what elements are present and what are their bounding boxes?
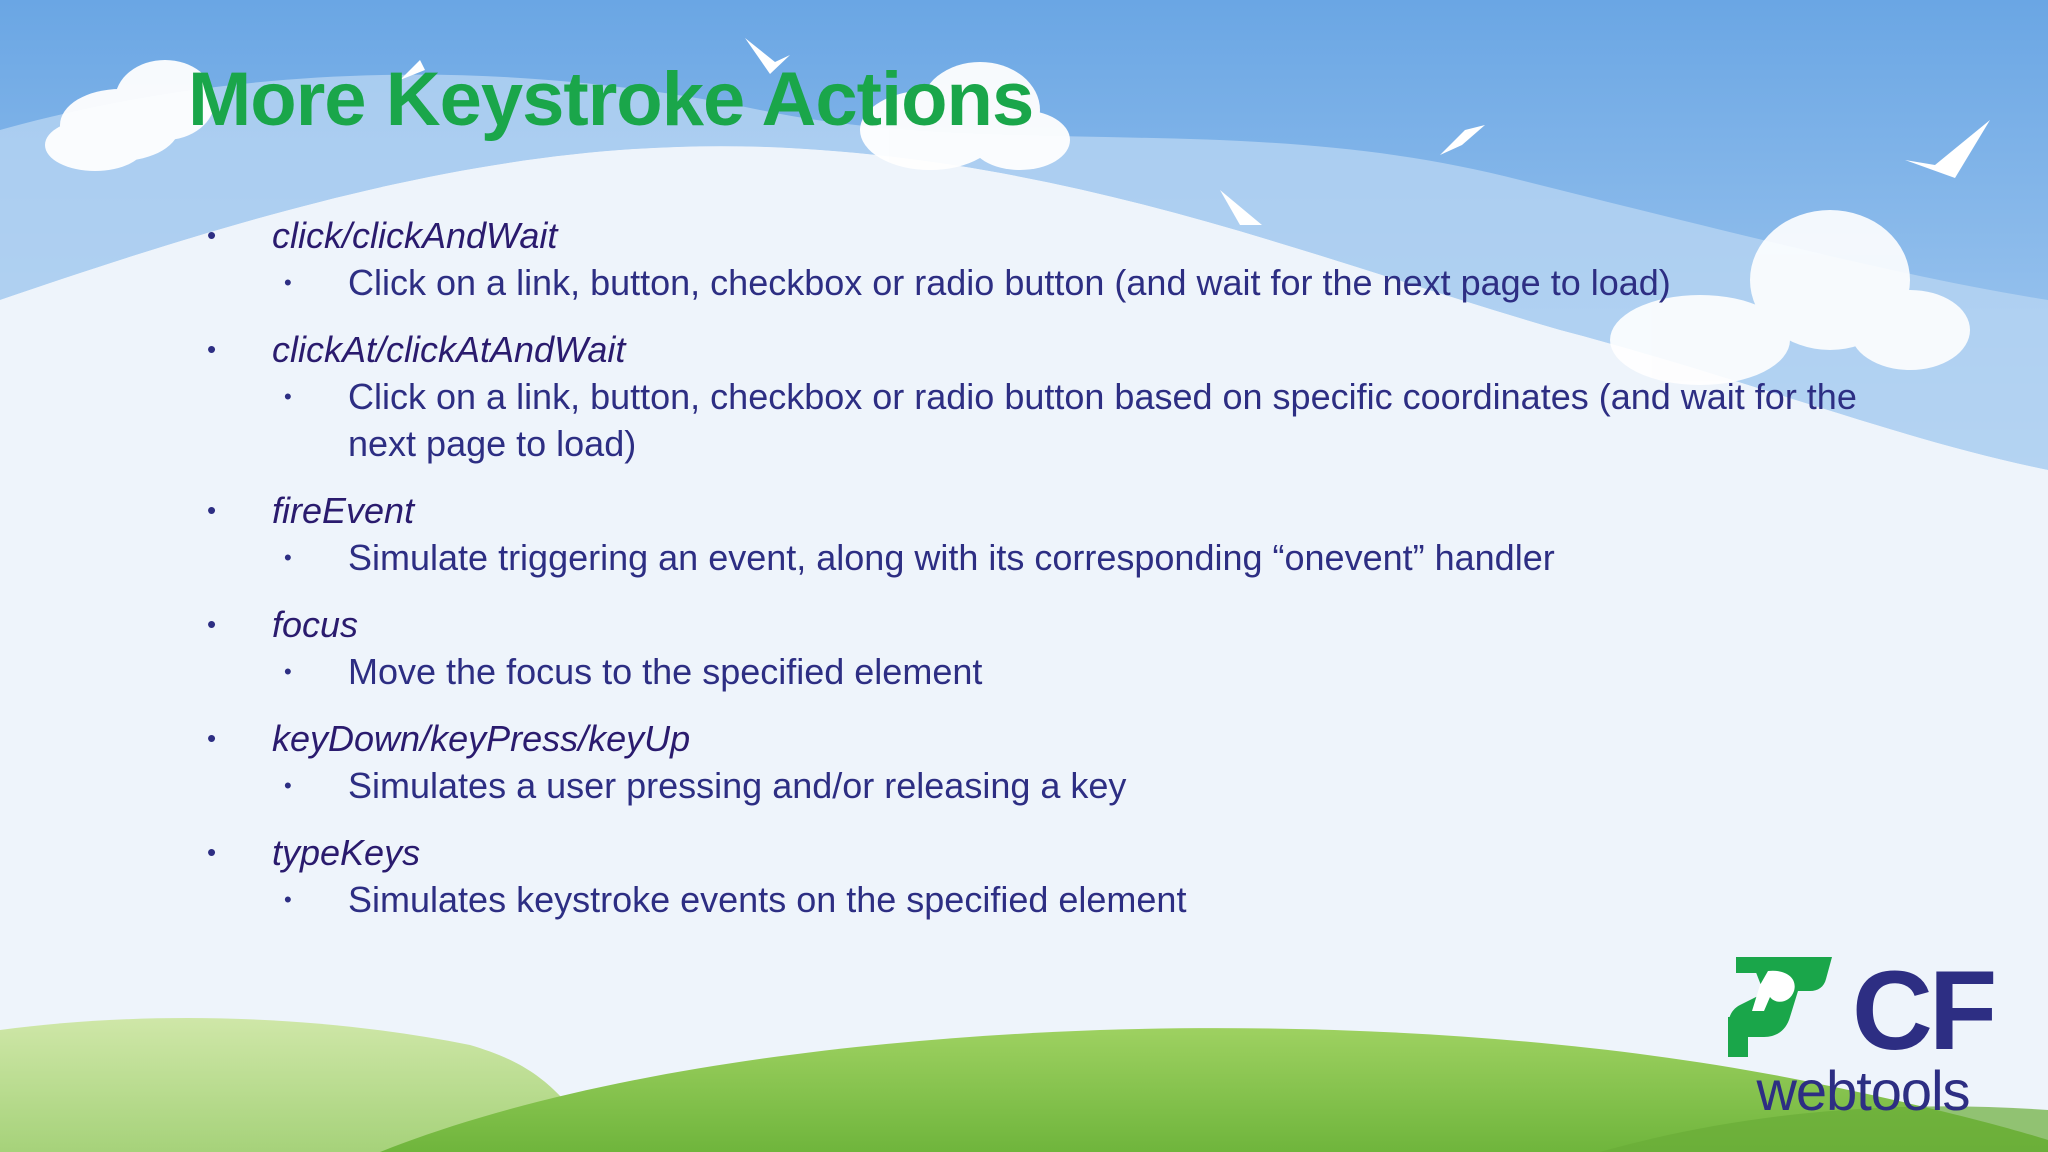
bullet-icon: • bbox=[207, 495, 217, 525]
bullet-icon: • bbox=[207, 723, 217, 753]
bullet-icon: • bbox=[207, 837, 217, 867]
action-term: clickAt/clickAtAndWait bbox=[272, 329, 626, 370]
action-term: keyDown/keyPress/keyUp bbox=[272, 718, 691, 759]
bullet-icon: • bbox=[207, 220, 217, 250]
bullet-icon: • bbox=[284, 659, 292, 684]
action-description: Click on a link, button, checkbox or radio button based on specific coordinates (and wait for the next page to load) bbox=[348, 376, 1857, 464]
action-description: Move the focus to the specified element bbox=[348, 651, 983, 692]
logo-mark-icon bbox=[1728, 957, 1852, 1057]
cf-webtools-logo bbox=[1728, 948, 1998, 1122]
bullet-icon: • bbox=[207, 334, 217, 364]
action-term: fireEvent bbox=[272, 490, 415, 531]
action-term: typeKeys bbox=[272, 832, 421, 873]
action-description: Simulate triggering an event, along with its corresponding “onevent” handler bbox=[348, 537, 1555, 578]
action-term: click/clickAndWait bbox=[272, 215, 558, 256]
bullet-icon: • bbox=[284, 773, 292, 798]
bullet-icon: • bbox=[284, 270, 292, 295]
list-item bbox=[200, 601, 1860, 695]
list-item bbox=[200, 326, 1860, 467]
list-item bbox=[200, 487, 1860, 581]
action-description: Simulates a user pressing and/or releasing a key bbox=[348, 765, 1127, 806]
bullet-icon: • bbox=[284, 887, 292, 912]
action-description: Click on a link, button, checkbox or radio button (and wait for the next page to load) bbox=[348, 262, 1671, 303]
bullet-icon: • bbox=[284, 545, 292, 570]
action-description: Simulates keystroke events on the specified element bbox=[348, 879, 1187, 920]
slide-title: More Keystroke Actions bbox=[188, 57, 1034, 142]
bullet-icon: • bbox=[207, 609, 217, 639]
logo-wordmark: webtools bbox=[1756, 1059, 1970, 1122]
list-item bbox=[200, 715, 1860, 809]
bullet-list bbox=[200, 212, 1860, 943]
action-term: focus bbox=[272, 604, 359, 645]
bullet-icon: • bbox=[284, 384, 292, 409]
list-item bbox=[200, 829, 1860, 923]
logo-mark-text: CF bbox=[1852, 948, 1994, 1073]
list-item bbox=[200, 212, 1860, 306]
